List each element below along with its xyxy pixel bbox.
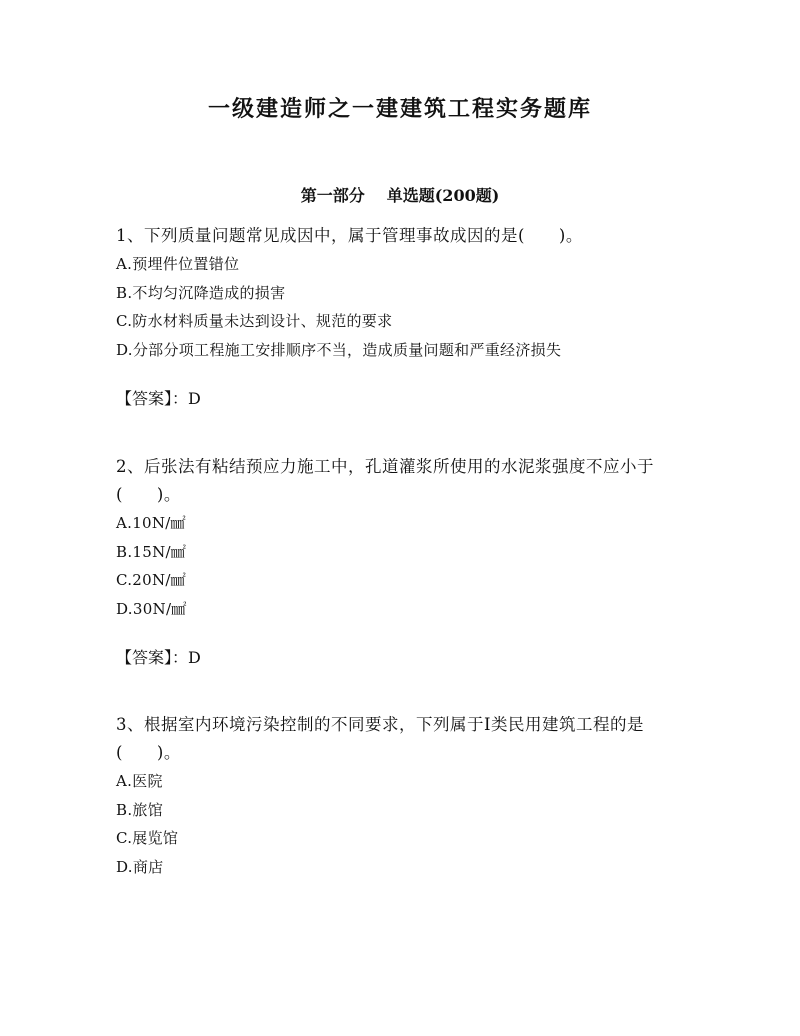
question-2 xyxy=(116,453,686,672)
option-a: A.预埋件位置错位 xyxy=(116,255,240,273)
option-d: D.分部分项工程施工安排顺序不当，造成质量问题和严重经济损失 xyxy=(116,340,562,359)
question-stem: 1、下列质量问题常见成因中，属于管理事故成因的是( )。 xyxy=(116,226,583,245)
option-list xyxy=(116,250,686,364)
section-name-label: 单选题(200题) xyxy=(386,186,500,205)
option-list xyxy=(116,767,686,881)
option-d: D.30N/㎟ xyxy=(116,599,187,618)
option-c: C.展览馆 xyxy=(116,829,179,847)
question-stem: 2、后张法有粘结预应力施工中，孔道灌浆所使用的水泥浆强度不应小于( )。 xyxy=(116,457,654,504)
question-3 xyxy=(116,711,686,881)
option-c: C.防水材料质量未达到设计、规范的要求 xyxy=(116,312,393,330)
document-title: 一级建造师之一建建筑工程实务题库 xyxy=(207,96,592,122)
option-d: D.商店 xyxy=(116,857,164,876)
option-a: A.10N/㎟ xyxy=(116,514,186,532)
option-list xyxy=(116,509,686,623)
option-c: C.20N/㎟ xyxy=(116,571,187,589)
answer-line: 【答案】：D xyxy=(116,389,201,408)
option-b: B.旅馆 xyxy=(116,800,163,819)
answer-line: 【答案】：D xyxy=(116,648,201,667)
question-stem: 3、根据室内环境污染控制的不同要求，下列属于Ⅰ类民用建筑工程的是( )。 xyxy=(116,715,645,762)
option-a: A.医院 xyxy=(116,772,163,790)
option-b: B.15N/㎟ xyxy=(116,542,187,561)
section-title xyxy=(0,183,800,206)
question-1 xyxy=(116,222,686,413)
option-b: B.不均匀沉降造成的损害 xyxy=(116,283,286,302)
section-part-label: 第一部分 xyxy=(300,186,365,205)
